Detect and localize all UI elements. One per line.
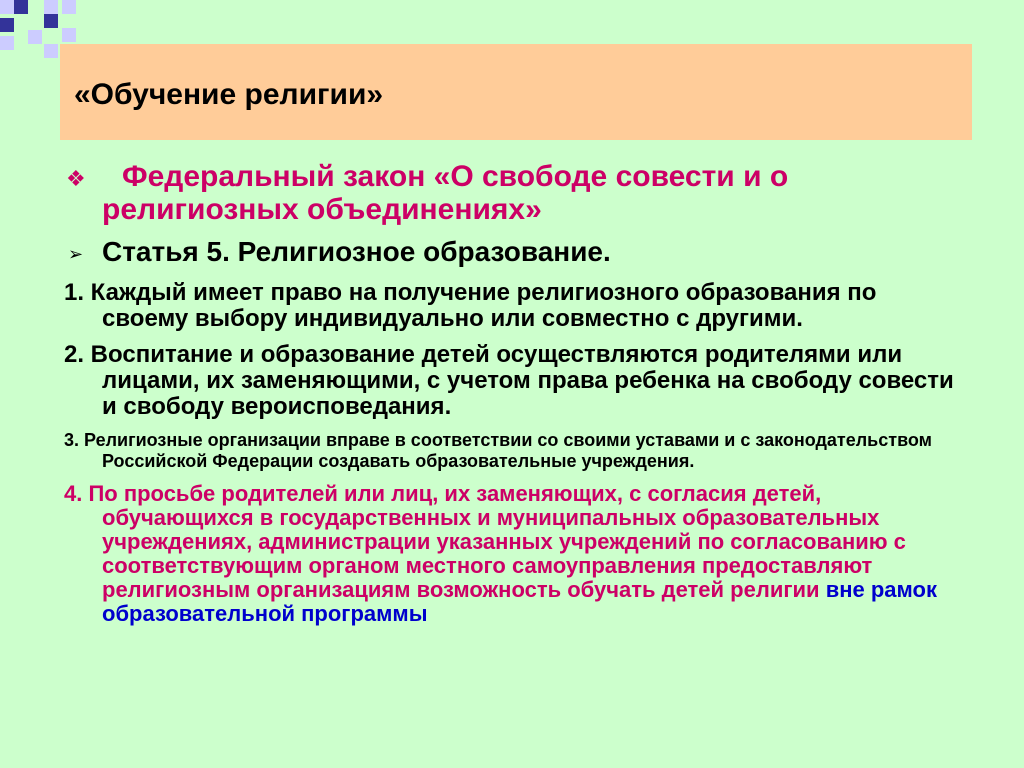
slide-title: «Обучение религии» <box>74 78 384 111</box>
diamond-cluster-icon: ❖ <box>66 166 86 191</box>
article-title: Статья 5. Религиозное образование. <box>102 236 611 267</box>
paragraph-3: 3. Религиозные организации вправе в соответствии со своими уставами и с законодательством Российской Федерации создавать образовательные учреждения. <box>64 430 932 471</box>
paragraph-1: 1. Каждый имеет право на получение религиозного образования по своему выбору индивидуально или совместно с другими. <box>64 279 877 332</box>
law-title: Федеральный закон «О свободе совести и о религиозных объединениях» <box>102 160 789 226</box>
title-bar <box>60 44 972 140</box>
paragraph-4-text: 4. По просьбе родителей или лиц, их заменяющих, с согласия детей, обучающихся в государственных и муниципальных образовательных учреждениях, администрации указанных учреждений по согласованию с соответствующим органом местного самоуправления предоставляют религиозным организациям возможность обучать детей религии <box>64 481 906 602</box>
article-heading <box>64 236 964 268</box>
arrowhead-icon: ➢ <box>68 244 84 264</box>
slide-content <box>64 160 964 626</box>
paragraph-2: 2. Воспитание и образование детей осуществляются родителями или лицами, их заменяющими, с учетом права ребенка на свободу совести и свободу вероисповедания. <box>64 341 954 420</box>
paragraph-4 <box>64 482 964 626</box>
law-heading <box>64 160 964 226</box>
paragraph-4-highlight: вне рамок образовательной программы <box>102 577 937 626</box>
